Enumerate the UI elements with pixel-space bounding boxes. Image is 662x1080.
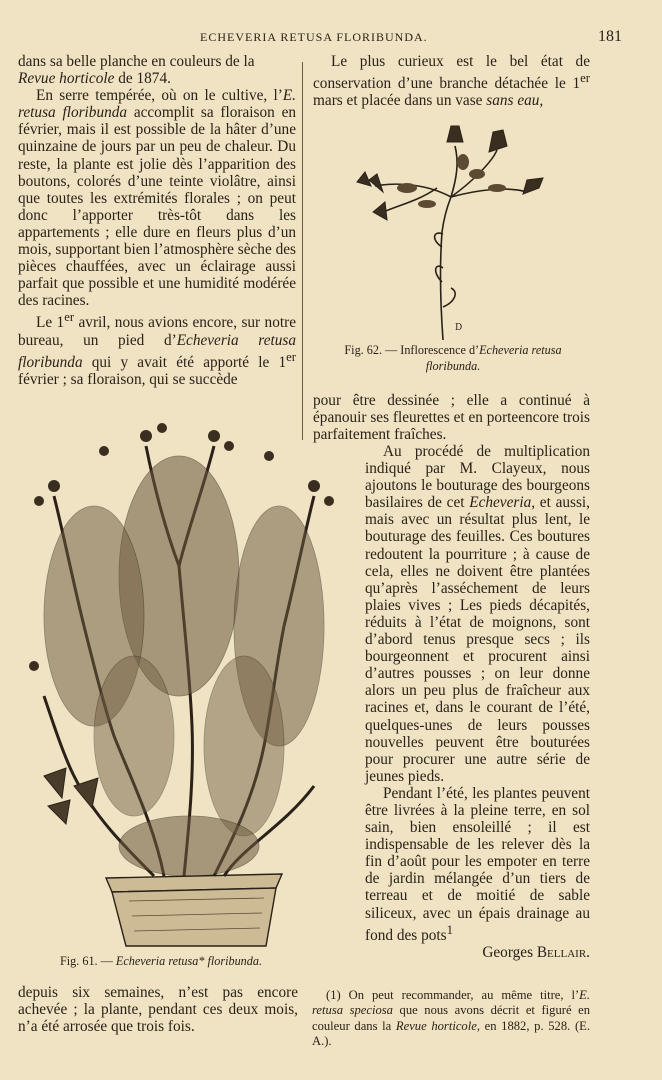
author-last-name: Bellair. xyxy=(536,943,590,961)
pot-body xyxy=(112,888,276,946)
flowering-text-b: accomplit sa floraison en février, mais il est possible de la hâter d’une quinzaine de jours par un peu de chaleur. Du reste, la plante est jolie dès l’apparition des boutons, colorés d’une teinte violâtre, ainsi que toutes les extrémités florales ; on peut donc l’apporter très-tôt dans les appartements ; elle dure en fleurs plus d’un mois, supportant bien l’atmosphère sèche des pièces chauffées, avec un éclairage aussi parfait que possible et une humidité modérée des racines. xyxy=(18,104,297,310)
figure-61-caption xyxy=(36,953,286,969)
stem xyxy=(440,197,451,340)
summer-paragraph xyxy=(365,785,590,961)
author-signature xyxy=(365,944,590,961)
multiplication-text-a: Au procédé de multiplication indiqué par M. Clayeux, nous ajoutons le bouturage des bourgeons basilaires de cet xyxy=(365,443,590,512)
caption-62-text: Fig. 62. — Inflorescence d’ xyxy=(344,343,480,357)
species-name: E. retusa floribunda xyxy=(18,87,296,122)
ordinal-sup: er xyxy=(580,71,590,86)
right-column-lower xyxy=(365,443,590,961)
page-header xyxy=(0,28,662,50)
footnote xyxy=(312,988,590,1050)
continuation-paragraph: depuis six semaines, n’est pas encore achevée ; la plante, pendant ces deux mois, n’a été arrosée que trois fois. xyxy=(18,984,298,1036)
footnote-journal: Revue horticole xyxy=(395,1018,477,1033)
multiplication-text-b: et aussi, mais avec un résultat plus lent, le bouturage des feuilles. Ces boutures redoutent la pourriture ; à cause de cela, elles ne doivent être plantées qu’après l’asséchement de leurs plaies vives ; Les pieds décapités, réduits à l’état de moignons, sont d’abord tenus presque secs ; ils bourgeonnent et procurent ainsi d’autres pousses ; on leur donne alors un peu plus de fraîcheur aux racines et, dans le courant de l’été, quelques-unes de leurs pousses nouvelles peuvent être bouturées pour procurer une autre série de jeunes pieds. xyxy=(365,494,590,785)
caption-61-species: Echeveria retusa* floribunda. xyxy=(115,954,262,968)
branch-paragraph xyxy=(313,53,590,109)
april-paragraph xyxy=(18,309,296,388)
right-column-middle xyxy=(313,392,590,443)
left-column-top xyxy=(18,53,296,388)
figure-62-caption xyxy=(318,342,588,374)
intro-paragraph xyxy=(18,53,296,87)
flowering-paragraph xyxy=(18,87,296,309)
running-title: ECHEVERIA RETUSA FLORIBUNDA. xyxy=(200,30,428,44)
sans-eau: sans eau, xyxy=(486,92,544,110)
branch-text-a: Le plus curieux est le bel état de conservation d’une branche détachée le 1 xyxy=(313,53,590,93)
footnote-text-c: , en 1882, p. 528. (E. A.). xyxy=(312,1018,590,1049)
revue-year: de 1874. xyxy=(114,70,171,88)
footnote-paragraph xyxy=(312,988,590,1050)
multiplication-paragraph xyxy=(365,443,590,785)
summer-text: Pendant l’été, les plantes peuvent être livrées à la pleine terre, en sol sain, bien ensoleillé ; il est indispensable de les relever dès la fin d’août pour les empoter en terre de jardin mélangée d’un tiers de terreau et de moitié de sable siliceux, avec un épais drainage au fond des pots xyxy=(365,784,590,944)
species-name: Echeveria retusa floribunda xyxy=(18,331,296,371)
footnote-text-b: que nous avons décrit et figuré en couleur dans la xyxy=(312,1003,591,1033)
april-text-b: avril, nous avions encore, sur notre bureau, un pied d’ xyxy=(18,314,296,349)
right-column-top xyxy=(313,53,590,109)
caption-61-text: Fig. 61. — xyxy=(60,954,116,968)
inflorescence-engraving xyxy=(347,122,557,344)
figure-61-potted-plant xyxy=(14,406,350,948)
plate-letter: D xyxy=(455,323,463,333)
april-text-c: qui y avait été apporté le 1 xyxy=(82,353,287,371)
footnote-marker: 1 xyxy=(446,922,453,937)
ordinal-sup: er xyxy=(286,349,296,364)
flowering-text-a: En serre tempérée, où on le cultive, l’ xyxy=(36,87,283,105)
column-rule xyxy=(302,62,303,440)
footnote-species: E. retusa speciosa xyxy=(312,988,590,1018)
author-first-name: Georges xyxy=(482,943,537,961)
april-text-d: février ; sa floraison, qui se succède xyxy=(18,370,238,388)
left-column-bottom xyxy=(18,984,298,1035)
footnote-text-a: (1) On peut recommander, au même titre, l’ xyxy=(326,988,580,1002)
drawing-paragraph: pour être dessinée ; elle a continué à épanouir ses fleurettes et en porteencore trois parfaitement fraîches. xyxy=(313,392,590,444)
revue-title: Revue horticole xyxy=(18,70,115,88)
genus-name: Echeveria, xyxy=(469,494,536,512)
page-number: 181 xyxy=(598,28,622,45)
branch-text-b: mars et placée dans un vase xyxy=(313,92,487,110)
ordinal-sup: er xyxy=(64,310,75,325)
caption-62-species: Echeveria retusa floribunda. xyxy=(425,343,562,373)
potted-plant-engraving xyxy=(14,406,350,948)
figure-62-inflorescence xyxy=(347,122,557,344)
intro-line: dans sa belle planche en couleurs de la xyxy=(18,53,255,70)
april-text-a: Le 1 xyxy=(36,314,65,332)
